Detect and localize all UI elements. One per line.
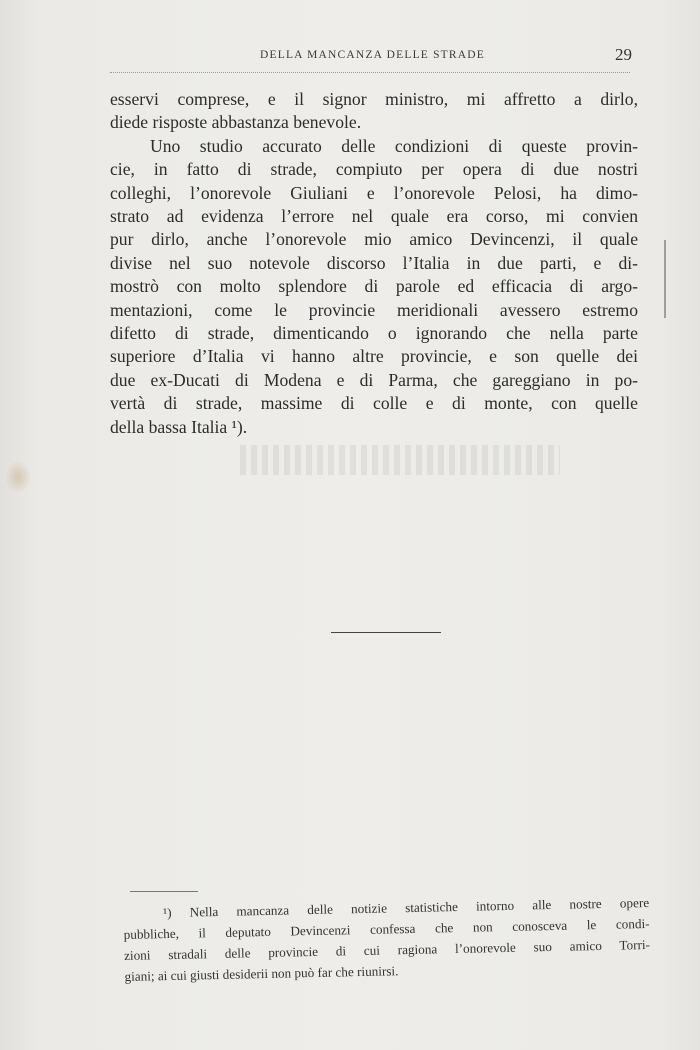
footnote-line: pubbliche, il deputato Devincenzi confessa che non conosceva le condi- [123, 915, 650, 942]
footnote-line: ¹) Nella mancanza delle notizie statistiche intorno alle nostre opere [163, 894, 650, 921]
footnote-line: giani; ai cui giusti desiderii non può far che riunirsi. [124, 963, 399, 984]
text-line: pur dirlo, anche l’onorevole mio amico Devincenzi, il quale [110, 229, 638, 250]
paragraph-start: Uno studio accurato delle condizioni di queste provin- [150, 135, 638, 156]
header-rule [110, 72, 630, 73]
text-line: vertà di strade, massime di colle e di monte, con quelle [110, 393, 638, 414]
body-text [110, 88, 638, 439]
text-line: cie, in fatto di strade, compiuto per opera di due nostri [110, 159, 638, 180]
pencil-margin-mark [664, 240, 666, 318]
running-title: DELLA MANCANZA DELLE STRADE [260, 49, 486, 61]
text-line: difetto di strade, dimenticando o ignorando che nella parte [110, 323, 638, 344]
text-line: esservi comprese, e il signor ministro, mi affretto a dirlo, [110, 89, 638, 109]
text-line: colleghi, l’onorevole Giuliani e l’onorevole Pelosi, ha dimo- [110, 182, 638, 203]
text-line: divise nel suo notevole discorso l’Italia in due parti, e di- [110, 252, 638, 273]
section-end-rule [331, 632, 441, 633]
text-line: strato ad evidenza l’errore nel quale era corso, mi convien [110, 206, 638, 227]
text-line: diede risposte abbastanza benevole. [110, 112, 362, 133]
page-number: 29 [615, 45, 632, 64]
text-line: della bassa Italia ¹). [110, 416, 248, 437]
text-line: mentazioni, come le provincie meridionali avessero estremo [110, 299, 638, 320]
footnote [123, 892, 651, 987]
paper-stain [6, 462, 30, 492]
text-line: due ex-Ducati di Modena e di Parma, che gareggiano in po- [110, 369, 638, 390]
footnote-rule [130, 891, 198, 892]
bleed-through-text [240, 445, 560, 475]
footnote-line: zioni stradali delle provincie di cui ragiona l’onorevole suo amico Torri- [123, 936, 651, 963]
text-line: superiore d’Italia vi hanno altre provincie, e son quelle dei [110, 346, 638, 367]
text-line: mostrò con molto splendore di parole ed efficacia di argo- [110, 276, 638, 297]
running-header [110, 47, 638, 69]
